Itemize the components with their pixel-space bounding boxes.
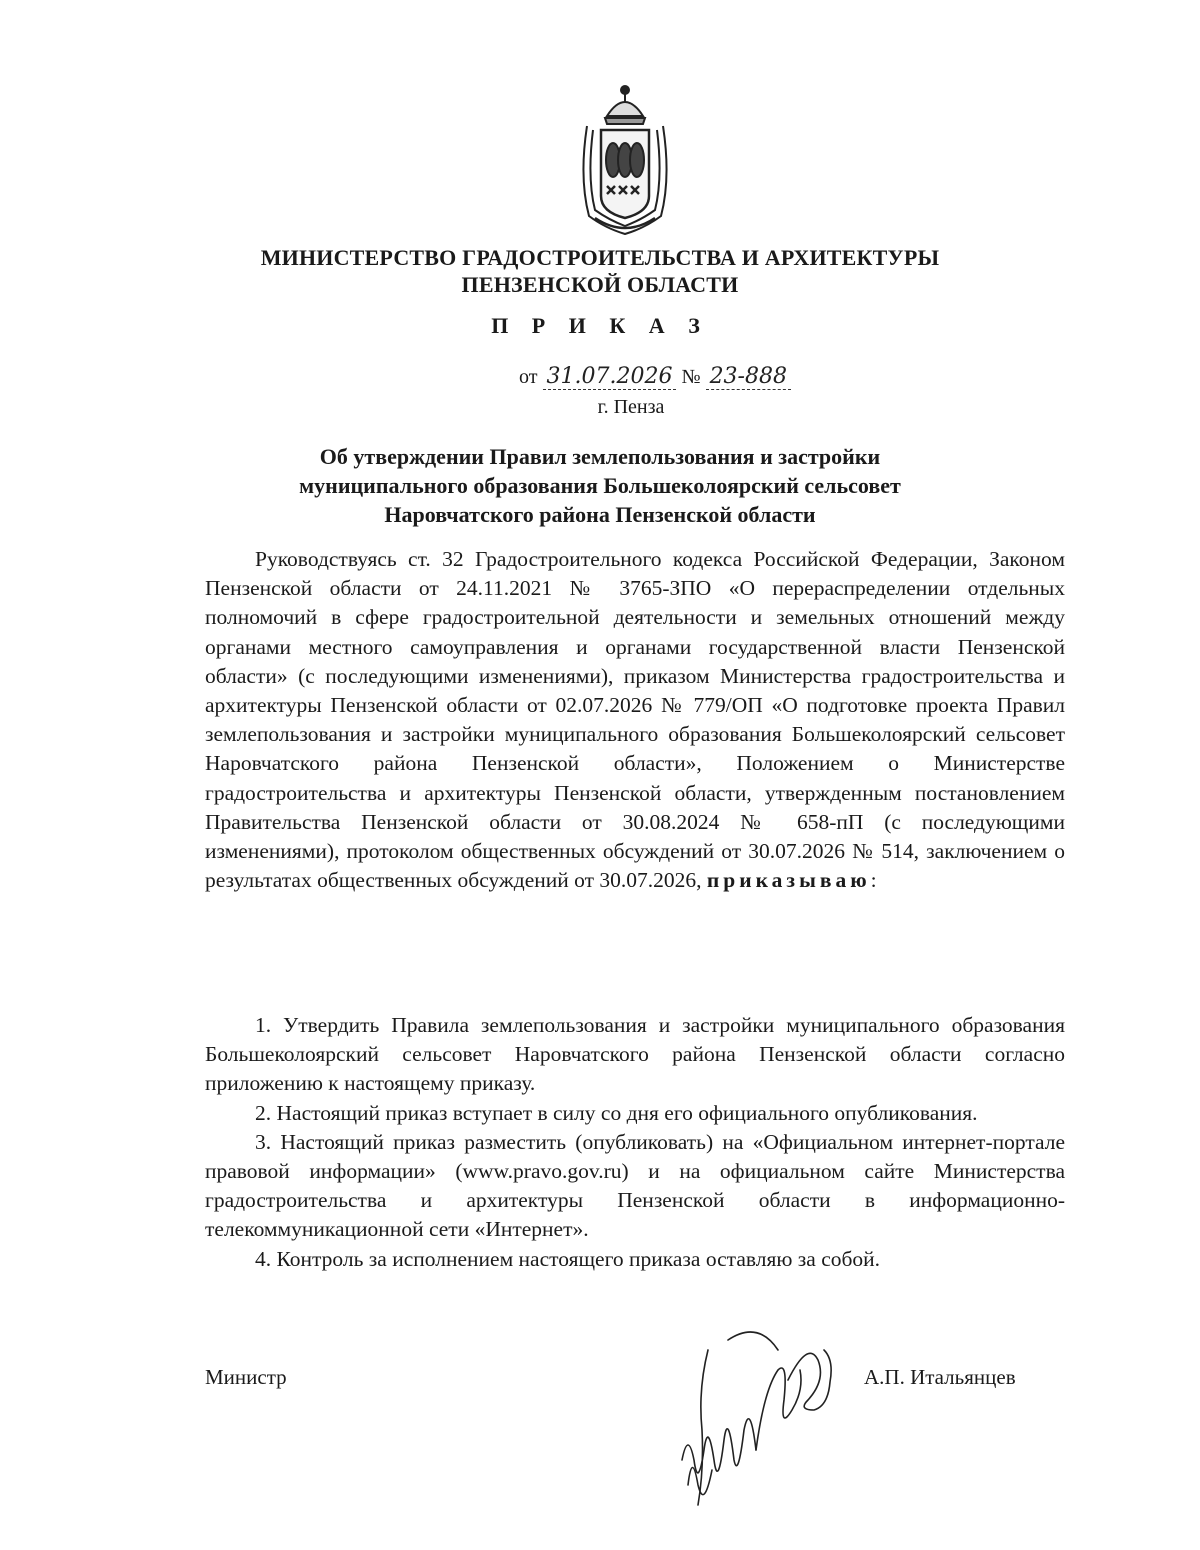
date-number-line	[0, 364, 1200, 390]
order-colon: :	[870, 868, 877, 893]
preamble	[205, 545, 1065, 895]
order-item-4: 4. Контроль за исполнением настоящего приказа оставляю за собой.	[255, 1246, 881, 1271]
signatory-name: А.П. Итальянцев	[864, 1365, 1016, 1389]
ministry-name	[0, 244, 1200, 298]
date-prefix: от	[519, 366, 538, 388]
order-item-3: 3. Настоящий приказ разместить (опубликовать) на «Официальном интернет-портале правовой информации» (www.pravo.gov.ru) и на официальном сайте Министерства градостроительства и архитектуры Пензенской области в информационно-телекоммуникационной сети «Интернет».	[205, 1129, 1065, 1242]
subject-line3: Наровчатского района Пензенской области	[384, 502, 816, 527]
document-type: П Р И К А З	[491, 313, 709, 338]
city: г. Пенза	[597, 396, 665, 418]
preamble-text: Руководствуясь ст. 32 Градостроительного кодекса Российской Федерации, Законом Пензенской области от 24.11.2021 № 3765-ЗПО «О перераспределении отдельных полномочий в сфере градостроительной деятельности и земельных отношений между органами местного самоуправления и органами государственной власти Пензенской области» (с последующими изменениями), приказом Министерства градостроительства и архитектуры Пензенской области от 02.07.2026 № 779/ОП «О подготовке проекта Правил землепользования и застройки муниципального образования Большеколоярский сельсовет Наровчатского района Пензенской области», Положением о Министерстве градостроительства и архитектуры Пензенской области, утвержденным постановлением Правительства Пензенской области от 30.08.2024 № 658-пП (с последующими изменениями), протоколом общественных обсуждений от 30.07.2026 № 514, заключением о результатах общественных обсуждений от 30.07.2026,	[205, 547, 1065, 893]
number-sign: №	[681, 366, 701, 388]
subject-line1: Об утверждении Правил землепользования и застройки	[319, 444, 881, 469]
order-item-1: 1. Утвердить Правила землепользования и застройки муниципального образования Большеколоярский сельсовет Наровчатского района Пензенской области согласно приложению к настоящему приказу.	[205, 1013, 1065, 1096]
order-items	[205, 1011, 1065, 1274]
subject-line2: муниципального образования Большеколоярский сельсовет	[299, 473, 901, 498]
document-subject	[0, 442, 1200, 529]
order-word: приказываю	[706, 868, 871, 893]
number-handwritten: 23-888	[706, 364, 791, 390]
ministry-name-line1: МИНИСТЕРСТВО ГРАДОСТРОИТЕЛЬСТВА И АРХИТЕКТУРЫ	[260, 245, 940, 270]
signature-icon	[668, 1310, 848, 1520]
coat-of-arms-icon	[565, 78, 685, 238]
signatory-title: Министр	[205, 1365, 287, 1389]
order-item-2: 2. Настоящий приказ вступает в силу со дня его официального опубликования.	[255, 1100, 978, 1125]
ministry-name-line2: ПЕНЗЕНСКОЙ ОБЛАСТИ	[461, 272, 739, 297]
date-handwritten: 31.07.2026	[543, 364, 677, 390]
